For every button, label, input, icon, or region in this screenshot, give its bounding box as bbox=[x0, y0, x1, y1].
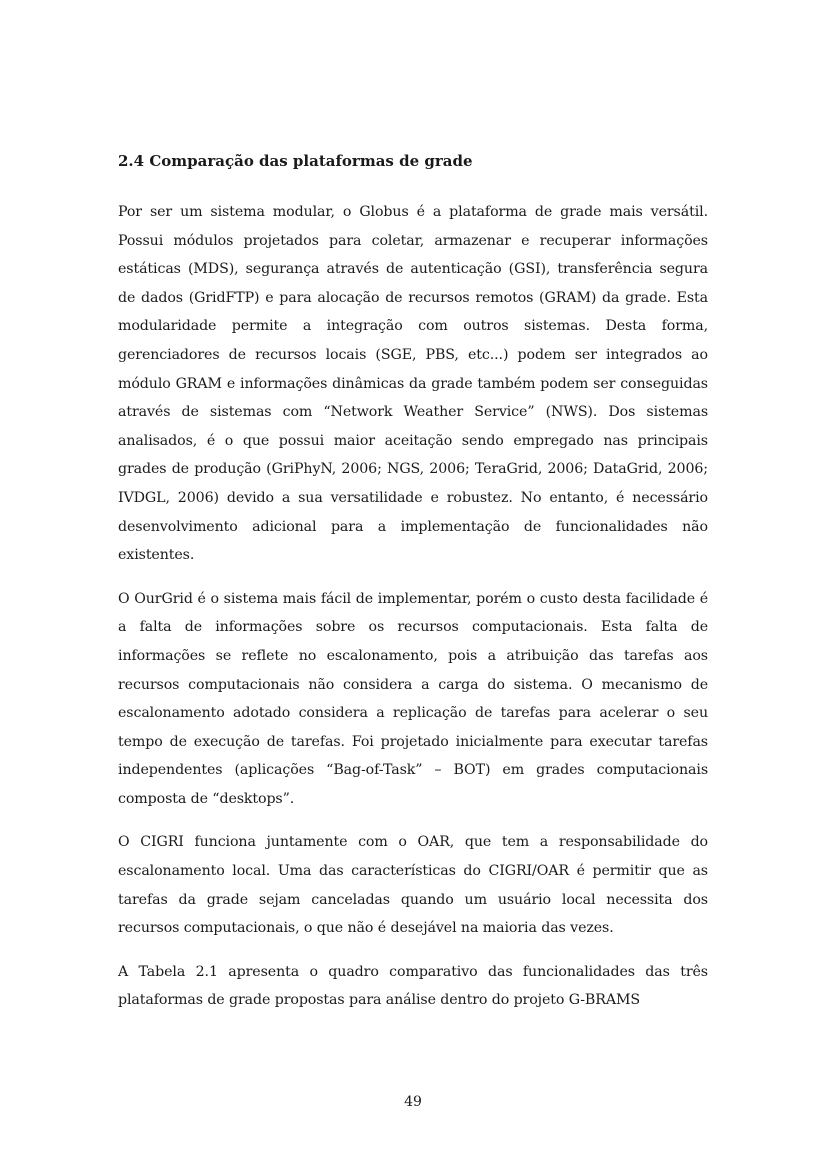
paragraph-globus: Por ser um sistema modular, o Globus é a plataforma de grade mais versátil. Possui módulos projetados para coletar, armazenar e recuperar informações estáticas (MDS), segurança através de autenticação (GSI), transferência segura de dados (GridFTP) e para alocação de recursos remotos (GRAM) da grade. Esta modularidade permite a integração com outros sistemas. Desta forma, gerenciadores de recursos locais (SGE, PBS, etc...) podem ser integrados ao módulo GRAM e informações dinâmicas da grade também podem ser conseguidas através de sistemas com “Network Weather Service” (NWS). Dos sistemas analisados, é o que possui maior aceitação sendo empregado nas principais grades de produção (GriPhyN, 2006; NGS, 2006; TeraGrid, 2006; DataGrid, 2006; IVDGL, 2006) devido a sua versatilidade e robustez. No entanto, é necessário desenvolvimento adicional para a implementação de funcionalidades não existentes. bbox=[118, 204, 708, 564]
paragraph-table-reference: A Tabela 2.1 apresenta o quadro comparativo das funcionalidades das três plataformas de grade propostas para análise dentro do projeto G-BRAMS bbox=[118, 963, 708, 1009]
paragraph-cigri: O CIGRI funciona juntamente com o OAR, que tem a responsabilidade do escalonamento local. Uma das características do CIGRI/OAR é permitir que as tarefas da grade sejam canceladas quando um usuário local necessita dos recursos computacionais, o que não é desejável na maioria das vezes. bbox=[118, 834, 708, 937]
section-heading: 2.4 Comparação das plataformas de grade bbox=[118, 152, 473, 170]
document-body bbox=[118, 150, 708, 1030]
paragraph-ourgrid: O OurGrid é o sistema mais fácil de implementar, porém o custo desta facilidade é a falta de informações sobre os recursos computacionais. Esta falta de informações se reflete no escalonamento, pois a atribuição das tarefas aos recursos computacionais não considera a carga do sistema. O mecanismo de escalonamento adotado considera a replicação de tarefas para acelerar o seu tempo de execução de tarefas. Foi projetado inicialmente para executar tarefas independentes (aplicações “Bag-of-Task” – BOT) em grades computacionais composta de “desktops”. bbox=[118, 590, 708, 807]
page-number: 49 bbox=[404, 1094, 422, 1110]
